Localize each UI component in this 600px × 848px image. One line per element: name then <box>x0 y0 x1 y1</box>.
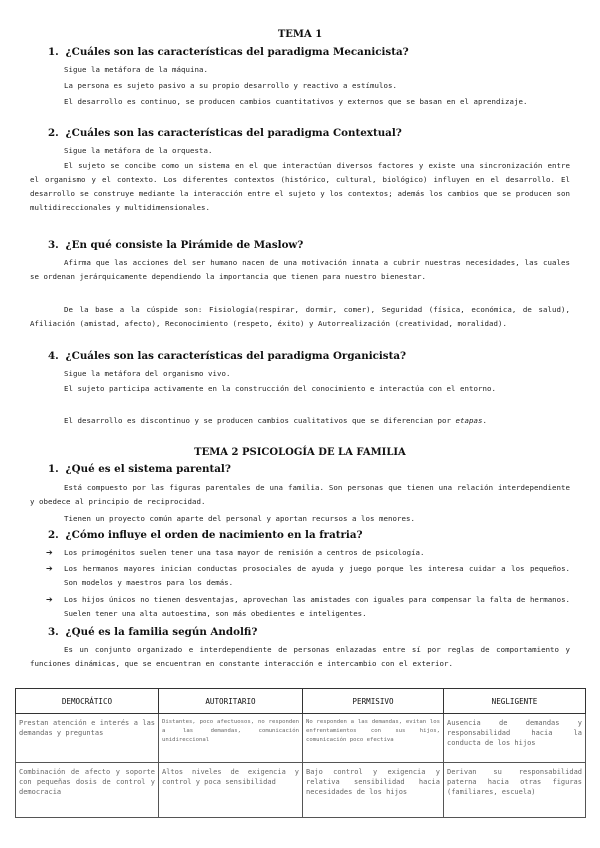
arrow-icon: ➔ <box>46 595 53 604</box>
tema1-q3-heading: 3. ¿En qué consiste la Pirámide de Maslow? <box>48 239 304 251</box>
table-cell: Altos niveles de exigencia y control y poca sensibilidad <box>159 763 303 818</box>
tema2-q1-p1: Está compuesto por las figuras parentales de una familia. Son personas que tienen una relación interdependiente y obedece al principio de reciprocidad. <box>30 483 570 506</box>
header-autoritario: AUTORITARIO <box>159 689 303 714</box>
table-cell: Bajo control y exigencia y relativa sensibilidad hacia necesidades de los hijos <box>303 763 444 818</box>
tema1-q2-p2: El sujeto se concibe como un sistema en el que interactúan diversos factores y existe una sincronización entre el organismo y el contexto. Los diferentes contextos (histórico, cultural, biológico) influyen en el desarrollo. El desarrollo se construye mediante la interacción entre el sujeto y los contextos; además los cambios que se producen son multidireccionales y multidimensionales. <box>30 161 570 212</box>
arrow-icon: ➔ <box>46 548 53 557</box>
table-header-row <box>16 689 586 714</box>
tema1-q1-p3: El desarrollo es continuo, se producen cambios cuantitativos y externos que se basan en el aprendizaje. <box>64 97 528 106</box>
tema1-q3-p1: Afirma que las acciones del ser humano nacen de una motivación innata a cubrir nuestras necesidades, las cuales se ordenan jerárquicamente dependiendo la importancia que tienen para nuestro bienestar. <box>30 258 570 281</box>
tema2-q1-heading: 1. ¿Qué es el sistema parental? <box>48 463 231 475</box>
table-cell: Distantes, poco afectuosos, no responden a las demandas, comunicación unidireccional <box>159 714 303 763</box>
tema1-q4-p3: El desarrollo es discontinuo y se producen cambios cualitativos que se diferencian por etapas. <box>64 416 487 425</box>
table-cell: Combinación de afecto y soporte con pequeñas dosis de control y democracia <box>16 763 159 818</box>
table-cell: Prestan atención e interés a las demandas y preguntas <box>16 714 159 763</box>
arrow-icon: ➔ <box>46 564 53 573</box>
header-negligente: NEGLIGENTE <box>444 689 586 714</box>
tema2-title: TEMA 2 PSICOLOGÍA DE LA FAMILIA <box>194 447 406 458</box>
tema1-q2-p1: Sigue la metáfora de la orquesta. <box>64 146 213 155</box>
bullet-item: ➔ Los hermanos mayores inician conductas prosociales de ayuda y juego porque les interesa cuidar a los pequeños. Son modelos y maestros para los demás. <box>46 564 570 587</box>
tema1-q1-p1: Sigue la metáfora de la máquina. <box>64 65 208 74</box>
header-democratico: DEMOCRÁTICO <box>16 689 159 714</box>
table-cell: Derivan su responsabilidad paterna hacia otras figuras (familiares, escuela) <box>444 763 586 818</box>
table-row <box>16 714 586 763</box>
tema1-title: TEMA 1 <box>277 29 323 40</box>
tema2-q1-p2: Tienen un proyecto común aparte del personal y aportan recursos a los menores. <box>64 514 415 523</box>
tema1-q4-p1: Sigue la metáfora del organismo vivo. <box>64 369 231 378</box>
parenting-styles-table <box>15 688 586 818</box>
tema2-q2-heading: 2. ¿Cómo influye el orden de nacimiento en la fratria? <box>48 529 363 541</box>
bullet-item: ➔ Los primogénitos suelen tener una tasa mayor de remisión a centros de psicología. <box>46 546 570 560</box>
tema1-q1-p2: La persona es sujeto pasivo a su propio desarrollo y reactivo a estímulos. <box>64 81 397 90</box>
tema2-q3-heading: 3. ¿Qué es la familia según Andolfi? <box>48 626 258 638</box>
tema1-q1-heading: 1. ¿Cuáles son las características del paradigma Mecanicista? <box>48 46 409 58</box>
tema2-q3-p1: Es un conjunto organizado e interdependiente de personas enlazadas entre sí por reglas de comportamiento y funciones dinámicas, que se encuentran en constante interacción e intercambio con el exterior. <box>30 645 570 668</box>
table-cell: Ausencia de demandas y responsabilidad hacia la conducta de los hijos <box>444 714 586 763</box>
header-permisivo: PERMISIVO <box>303 689 444 714</box>
tema1-q4-heading: 4. ¿Cuáles son las características del paradigma Organicista? <box>48 350 407 362</box>
tema1-q4-p2: El sujeto participa activamente en la construcción del conocimiento e interactúa con el entorno. <box>64 384 496 393</box>
tema1-q2-heading: 2. ¿Cuáles son las características del paradigma Contextual? <box>48 127 402 139</box>
table-cell: No responden a las demandas, evitan los enfrentamientos con sus hijos, comunicación poco efectiva <box>303 714 444 763</box>
table-row <box>16 763 586 818</box>
tema1-q3-p2: De la base a la cúspide son: Fisiología(respirar, dormir, comer), Seguridad (física, económica, de salud), Afiliación (amistad, afecto), Reconocimiento (respeto, éxito) y Autorrealización (creatividad, moralidad). <box>30 305 570 328</box>
bullet-item: ➔ Los hijos únicos no tienen desventajas, aprovechan las amistades con iguales para compensar la falta de hermanos. Suelen tener una alta autoestima, son más obedientes e inteligentes. <box>46 595 570 618</box>
